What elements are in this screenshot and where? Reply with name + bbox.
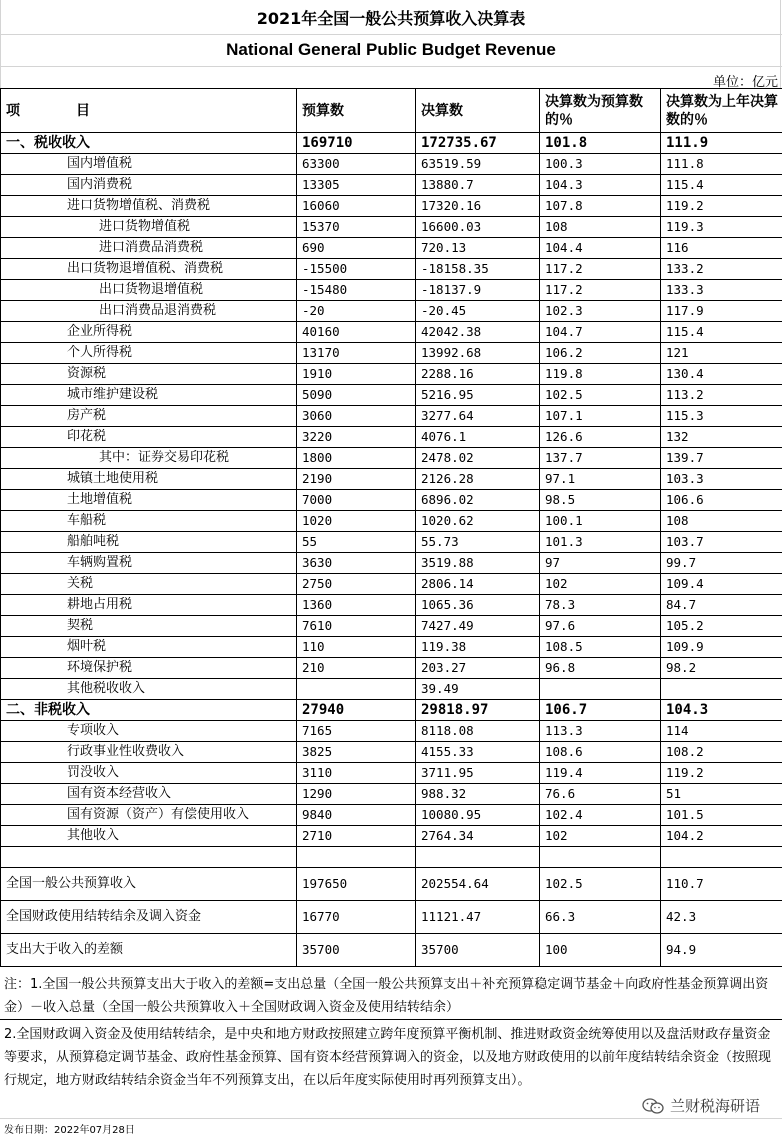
table-row [1,658,782,679]
cell-budget: 690 [297,238,416,259]
cell-pct-budget: 119.4 [540,763,661,784]
cell-pct-budget: 106.7 [540,700,661,721]
cell-item: 出口货物退增值税、消费税 [1,259,297,280]
table-row [1,721,782,742]
cell-budget: 1290 [297,784,416,805]
cell-final: 2764.34 [416,826,540,847]
table-row [1,679,782,700]
table-title-cn: 2021年全国一般公共预算收入决算表 [256,9,526,28]
cell-pct-budget: 102.5 [540,868,661,901]
cell-pct-prev [661,847,782,868]
cell-item: 城市维护建设税 [1,385,297,406]
cell-budget: 1800 [297,448,416,469]
wechat-icon [642,1097,664,1115]
cell-pct-prev: 108.2 [661,742,782,763]
cell-item: 个人所得税 [1,343,297,364]
cell-final: 2288.16 [416,364,540,385]
table-row [1,406,782,427]
cell-budget [297,847,416,868]
cell-final: 4076.1 [416,427,540,448]
cell-pct-budget: 137.7 [540,448,661,469]
header-budget: 预算数 [297,89,416,133]
cell-budget: 5090 [297,385,416,406]
gridline [780,0,781,88]
cell-pct-budget: 108.5 [540,637,661,658]
table-row [1,574,782,595]
table-title-en: National General Public Budget Revenue [226,40,556,59]
cell-budget: 16060 [297,196,416,217]
cell-final: -18158.35 [416,259,540,280]
cell-item: 出口消费品退消费税 [1,301,297,322]
header-pct-budget [540,89,661,133]
cell-budget: 9840 [297,805,416,826]
cell-pct-prev: 117.9 [661,301,782,322]
table-row [1,784,782,805]
cell-final: 13880.7 [416,175,540,196]
cell-final: 63519.59 [416,154,540,175]
table-row-empty [1,847,782,868]
unit-label: 单位：亿元 [712,75,778,90]
table-row [1,532,782,553]
cell-budget: 197650 [297,868,416,901]
cell-pct-prev: 115.4 [661,322,782,343]
cell-budget: 110 [297,637,416,658]
cell-budget: 55 [297,532,416,553]
cell-pct-budget: 100 [540,934,661,967]
cell-pct-prev: 130.4 [661,364,782,385]
cell-budget: -15480 [297,280,416,301]
cell-pct-budget: 101.8 [540,133,661,154]
cell-final: 16600.03 [416,217,540,238]
cell-pct-budget: 126.6 [540,427,661,448]
table-row [1,700,782,721]
cell-budget: 3060 [297,406,416,427]
cell-item: 进口消费品消费税 [1,238,297,259]
cell-item: 二、非税收入 [1,700,297,721]
cell-pct-budget: 98.5 [540,490,661,511]
cell-item: 环境保护税 [1,658,297,679]
header-pct-budget-text: 决算数为预算数的％ [545,93,643,128]
cell-final: 203.27 [416,658,540,679]
cell-budget: 7000 [297,490,416,511]
cell-pct-budget: 96.8 [540,658,661,679]
cell-final: 1065.36 [416,595,540,616]
cell-pct-prev: 115.4 [661,175,782,196]
table-row [1,196,782,217]
cell-final: -18137.9 [416,280,540,301]
cell-item: 全国财政使用结转结余及调入资金 [1,901,297,934]
cell-pct-budget [540,847,661,868]
table-row [1,217,782,238]
cell-budget: 13170 [297,343,416,364]
watermark [642,1095,760,1116]
table-row [1,448,782,469]
cell-final: 3519.88 [416,553,540,574]
cell-item: 一、税收收入 [1,133,297,154]
table-row [1,595,782,616]
publish-date: 发布日期：2022年07月28日 [4,1125,135,1136]
cell-pct-budget: 117.2 [540,280,661,301]
cell-final: 202554.64 [416,868,540,901]
table-row [1,238,782,259]
cell-pct-budget: 104.7 [540,322,661,343]
cell-pct-prev: 104.3 [661,700,782,721]
table-row [1,364,782,385]
cell-pct-prev: 101.5 [661,805,782,826]
cell-pct-budget: 102.3 [540,301,661,322]
cell-pct-prev: 51 [661,784,782,805]
cell-pct-prev: 119.3 [661,217,782,238]
cell-pct-budget: 108 [540,217,661,238]
table-row [1,742,782,763]
cell-final: 42042.38 [416,322,540,343]
cell-pct-prev: 133.2 [661,259,782,280]
cell-pct-budget: 113.3 [540,721,661,742]
cell-final: 4155.33 [416,742,540,763]
cell-final: 39.49 [416,679,540,700]
cell-pct-prev: 106.6 [661,490,782,511]
cell-pct-prev: 119.2 [661,196,782,217]
cell-final: 11121.47 [416,901,540,934]
cell-item: 国有资本经营收入 [1,784,297,805]
cell-final: 1020.62 [416,511,540,532]
cell-final: 2806.14 [416,574,540,595]
table-row [1,259,782,280]
table-row [1,637,782,658]
cell-budget: 2750 [297,574,416,595]
cell-budget: 13305 [297,175,416,196]
cell-pct-prev: 94.9 [661,934,782,967]
gridline [0,0,1,88]
cell-pct-budget: 102 [540,826,661,847]
cell-final: 29818.97 [416,700,540,721]
cell-final: 7427.49 [416,616,540,637]
cell-item: 进口货物增值税 [1,217,297,238]
cell-final: 720.13 [416,238,540,259]
cell-item [1,847,297,868]
header-pct-prev [661,89,782,133]
cell-pct-budget: 108.6 [540,742,661,763]
cell-budget: 1910 [297,364,416,385]
cell-pct-budget: 78.3 [540,595,661,616]
cell-pct-budget: 97.1 [540,469,661,490]
cell-final: 55.73 [416,532,540,553]
cell-pct-prev: 115.3 [661,406,782,427]
cell-pct-budget: 101.3 [540,532,661,553]
cell-budget: 7610 [297,616,416,637]
cell-pct-prev: 121 [661,343,782,364]
cell-pct-prev: 42.3 [661,901,782,934]
cell-pct-budget: 102 [540,574,661,595]
cell-budget: 63300 [297,154,416,175]
cell-item: 印花税 [1,427,297,448]
cell-budget: 1020 [297,511,416,532]
cell-pct-prev: 84.7 [661,595,782,616]
table-row [1,385,782,406]
cell-item: 出口货物退增值税 [1,280,297,301]
cell-item: 国内消费税 [1,175,297,196]
cell-pct-budget: 104.3 [540,175,661,196]
cell-pct-prev: 99.7 [661,553,782,574]
cell-item: 国有资源（资产）有偿使用收入 [1,805,297,826]
cell-final: 5216.95 [416,385,540,406]
cell-final: 3711.95 [416,763,540,784]
table-row [1,469,782,490]
cell-budget: 15370 [297,217,416,238]
cell-final: 2478.02 [416,448,540,469]
cell-pct-prev: 105.2 [661,616,782,637]
cell-pct-budget: 119.8 [540,364,661,385]
cell-item: 专项收入 [1,721,297,742]
cell-item: 城镇土地使用税 [1,469,297,490]
cell-final: -20.45 [416,301,540,322]
table-row [1,901,782,934]
cell-budget: 2710 [297,826,416,847]
table-row [1,934,782,967]
cell-pct-budget: 104.4 [540,238,661,259]
cell-pct-prev: 139.7 [661,448,782,469]
cell-budget: 40160 [297,322,416,343]
cell-final: 2126.28 [416,469,540,490]
cell-budget: 2190 [297,469,416,490]
cell-item: 房产税 [1,406,297,427]
cell-budget: 35700 [297,934,416,967]
table-row [1,616,782,637]
cell-final: 8118.08 [416,721,540,742]
header-pct-prev-text: 决算数为上年决算数的％ [666,93,778,128]
cell-item: 其他收入 [1,826,297,847]
cell-item: 关税 [1,574,297,595]
table-row [1,175,782,196]
note-1: 注：1.全国一般公共预算支出大于收入的差额=支出总量（全国一般公共预算支出＋补充预算稳定调节基金＋向政府性基金预算调出资金）－收入总量（全国一般公共预算收入＋全国财政调入资金及使用结转结余） [4,977,769,1015]
cell-item: 支出大于收入的差额 [1,934,297,967]
cell-pct-budget: 97 [540,553,661,574]
cell-pct-prev: 110.7 [661,868,782,901]
cell-budget: 3825 [297,742,416,763]
table-row [1,511,782,532]
cell-budget: 3110 [297,763,416,784]
cell-final [416,847,540,868]
cell-item: 其他税收收入 [1,679,297,700]
table-row [1,805,782,826]
table-row [1,826,782,847]
cell-pct-prev: 114 [661,721,782,742]
cell-budget [297,679,416,700]
cell-budget: -15500 [297,259,416,280]
cell-budget: 1360 [297,595,416,616]
cell-pct-budget: 102.5 [540,385,661,406]
cell-item: 车船税 [1,511,297,532]
cell-pct-budget: 100.1 [540,511,661,532]
cell-final: 13992.68 [416,343,540,364]
note-divider [0,1019,782,1020]
table-row [1,301,782,322]
revenue-table [0,88,782,967]
cell-item: 耕地占用税 [1,595,297,616]
cell-final: 6896.02 [416,490,540,511]
header-item: 项 目 [1,89,297,133]
cell-pct-prev: 103.3 [661,469,782,490]
cell-budget: 210 [297,658,416,679]
cell-pct-budget: 100.3 [540,154,661,175]
cell-pct-budget: 97.6 [540,616,661,637]
cell-pct-budget: 102.4 [540,805,661,826]
table-row [1,133,782,154]
cell-item: 其中：证券交易印花税 [1,448,297,469]
gridline [0,34,782,35]
table-row [1,763,782,784]
table-row [1,154,782,175]
table-row [1,427,782,448]
header-final: 决算数 [416,89,540,133]
cell-budget: 3630 [297,553,416,574]
cell-pct-budget: 66.3 [540,901,661,934]
cell-final: 10080.95 [416,805,540,826]
cell-item: 资源税 [1,364,297,385]
note-2: 2.全国财政调入资金及使用结转结余，是中央和地方财政按照建立跨年度预算平衡机制、推进财政资金统筹使用以及盘活财政存量资金等要求，从预算稳定调节基金、政府性基金预算、国有资本经营预算调入的资金，以及地方财政使用的以前年度结转结余资金（按照现行规定，地方财政结转结余资金当年不列预算支出，在以后年度实际使用时再列预算支出）。 [4,1027,772,1088]
cell-pct-prev: 132 [661,427,782,448]
cell-pct-prev [661,679,782,700]
cell-budget: -20 [297,301,416,322]
cell-pct-prev: 119.2 [661,763,782,784]
table-row [1,280,782,301]
cell-item: 国内增值税 [1,154,297,175]
cell-budget: 7165 [297,721,416,742]
cell-pct-prev: 116 [661,238,782,259]
cell-pct-budget: 76.6 [540,784,661,805]
cell-final: 35700 [416,934,540,967]
cell-item: 船舶吨税 [1,532,297,553]
cell-final: 3277.64 [416,406,540,427]
cell-item: 契税 [1,616,297,637]
cell-pct-prev: 111.8 [661,154,782,175]
cell-pct-prev: 133.3 [661,280,782,301]
table-row [1,553,782,574]
cell-pct-budget [540,679,661,700]
cell-final: 17320.16 [416,196,540,217]
gridline [0,66,782,67]
cell-budget: 3220 [297,427,416,448]
cell-item: 全国一般公共预算收入 [1,868,297,901]
cell-pct-prev: 109.9 [661,637,782,658]
cell-budget: 27940 [297,700,416,721]
cell-pct-prev: 111.9 [661,133,782,154]
cell-pct-budget: 107.1 [540,406,661,427]
cell-pct-budget: 107.8 [540,196,661,217]
table-header-row [1,89,782,133]
cell-final: 119.38 [416,637,540,658]
cell-budget: 169710 [297,133,416,154]
cell-pct-prev: 108 [661,511,782,532]
cell-final: 172735.67 [416,133,540,154]
cell-pct-prev: 109.4 [661,574,782,595]
cell-pct-budget: 117.2 [540,259,661,280]
cell-item: 车辆购置税 [1,553,297,574]
cell-pct-prev: 113.2 [661,385,782,406]
cell-item: 进口货物增值税、消费税 [1,196,297,217]
gridline [0,1118,782,1119]
cell-pct-prev: 103.7 [661,532,782,553]
cell-final: 988.32 [416,784,540,805]
table-row [1,490,782,511]
table-row [1,322,782,343]
cell-item: 企业所得税 [1,322,297,343]
table-row [1,343,782,364]
cell-item: 烟叶税 [1,637,297,658]
cell-item: 罚没收入 [1,763,297,784]
cell-budget: 16770 [297,901,416,934]
table-row [1,868,782,901]
watermark-text: 兰财税海研语 [669,1097,760,1115]
cell-pct-budget: 106.2 [540,343,661,364]
cell-pct-prev: 104.2 [661,826,782,847]
cell-item: 行政事业性收费收入 [1,742,297,763]
cell-item: 土地增值税 [1,490,297,511]
cell-pct-prev: 98.2 [661,658,782,679]
